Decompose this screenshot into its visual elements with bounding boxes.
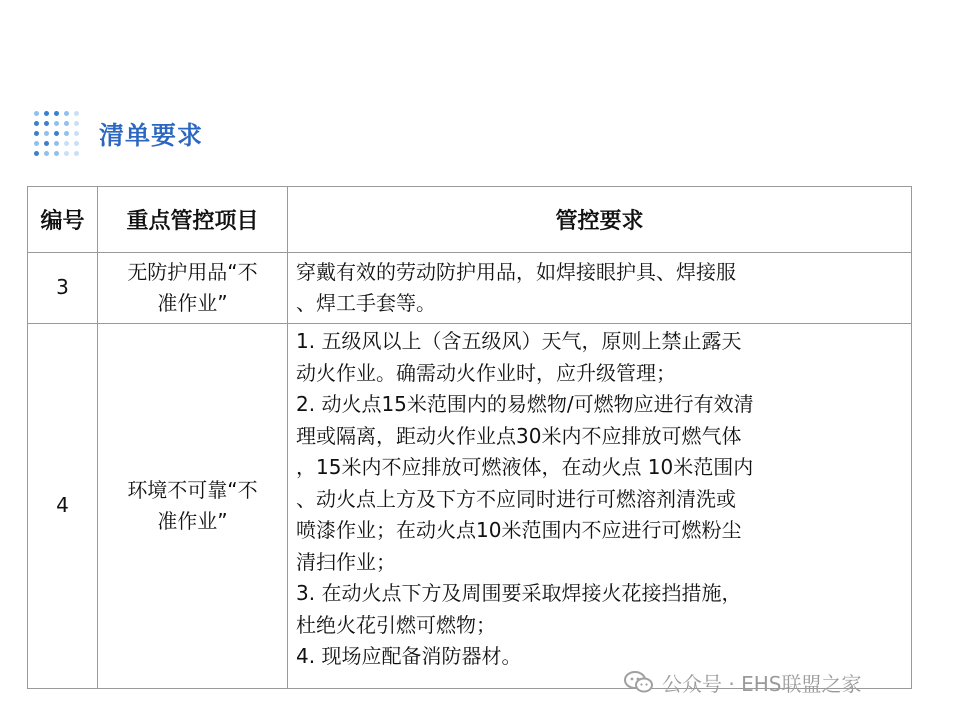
- requirement-line: 穿戴有效的劳动防护用品，如焊接眼护具、焊接服: [296, 259, 736, 284]
- table-row: [28, 324, 912, 689]
- table-row: [28, 253, 912, 324]
- requirements-table: [27, 186, 912, 689]
- column-header-number: 编号: [28, 187, 98, 253]
- requirement-line: 清扫作业；: [296, 549, 396, 574]
- requirement-line: 喷漆作业；在动火点10米范围内不应进行可燃粉尘: [296, 518, 742, 542]
- requirement-line: 4. 现场应配备消防器材。: [296, 644, 522, 668]
- control-item-line: 准作业”: [157, 509, 228, 533]
- dot-grid-icon: [34, 111, 81, 158]
- control-requirement: [288, 253, 912, 324]
- section-header: [34, 112, 203, 156]
- watermark-text: 公众号 · EHS联盟之家: [662, 671, 862, 696]
- control-item: [98, 324, 288, 689]
- row-number: 4: [28, 324, 98, 689]
- row-number: 3: [28, 253, 98, 324]
- control-requirement: [288, 324, 912, 689]
- control-item-line: 无防护用品“不: [127, 259, 258, 284]
- wechat-icon: [624, 670, 654, 694]
- requirement-line: 动火作业。确需动火作业时，应升级管理；: [296, 360, 676, 385]
- control-item: [98, 253, 288, 324]
- column-header-requirement: 管控要求: [288, 187, 912, 253]
- requirement-line: ，15米内不应排放可燃液体，在动火点 10米范围内: [296, 455, 754, 479]
- table-header-row: [28, 187, 912, 253]
- control-item-line: 环境不可靠“不: [127, 477, 258, 502]
- requirement-line: 、动火点上方及下方不应同时进行可燃溶剂清洗或: [296, 486, 736, 511]
- column-header-item: 重点管控项目: [98, 187, 288, 253]
- requirement-line: 2. 动火点15米范围内的易燃物/可燃物应进行有效清: [296, 392, 754, 416]
- requirement-line: 3. 在动火点下方及周围要采取焊接火花接挡措施，: [296, 581, 742, 605]
- watermark: [624, 664, 861, 700]
- requirement-line: 1. 五级风以上（含五级风）天气，原则上禁止露天: [296, 329, 742, 353]
- requirement-line: 、焊工手套等。: [296, 291, 436, 315]
- requirement-line: 理或隔离，距动火作业点30米内不应排放可燃气体: [296, 423, 742, 448]
- page-title: 清单要求: [99, 121, 204, 150]
- requirement-line: 杜绝火花引燃可燃物；: [296, 612, 496, 637]
- control-item-line: 准作业”: [157, 291, 228, 315]
